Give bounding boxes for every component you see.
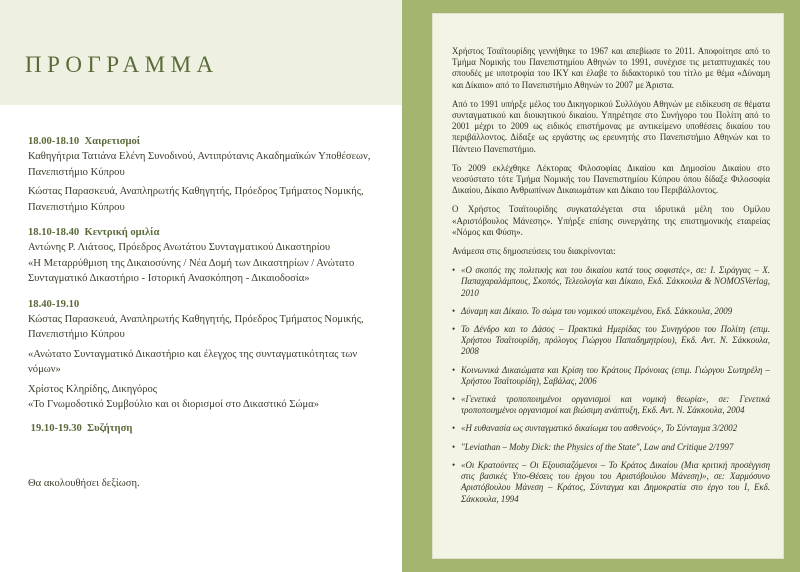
- bullet-icon: •: [452, 459, 456, 470]
- publication-text: "Leviathan – Moby Dick: the Physics of the State", Law and Critique 2/1997: [461, 441, 734, 452]
- publication-item: [452, 460, 770, 505]
- publication-item: [452, 423, 770, 434]
- program-item: Καθηγήτρια Τατιάνα Ελένη Συνοδινού, Αντιπρύτανις Ακαδημαϊκών Υποθέσεων, Πανεπιστήμιο Κύπρου: [28, 151, 371, 178]
- publications-intro: Ανάμεσα στις δημοσιεύσεις του διακρίνονται:: [452, 246, 616, 257]
- program-heading: [28, 421, 388, 436]
- program-list: [28, 134, 388, 444]
- program-item: Χρίστος Κληρίδης, Δικηγόρος: [28, 383, 158, 395]
- program-item: Αντώνης Ρ. Λιάτσος, Πρόεδρος Ανωτάτου Συνταγματικού Δικαστηρίου: [28, 242, 331, 254]
- publication-text: Δύναμη και Δίκαιο. Το σώμα του νομικού υποκειμένου, Εκδ. Σάκκουλα, 2009: [461, 305, 733, 316]
- publication-text: «Ο σκοπός της πολιτικής και του δικαίου κατά τους σοφιστές», σε: Ι. Σιράγγας – Χ. Παπαχαραλάμπους, Σκοπός, Τελεολογία και Δίκαιο, Εκδ. Σάκκουλα & NOMOSVerlag, 2010: [461, 265, 770, 298]
- publications-list: [452, 265, 770, 504]
- program-block: [28, 297, 388, 413]
- bio-paragraph: Από το 1991 υπήρξε μέλος του Δικηγορικού Συλλόγου Αθηνών με ειδίκευση σε θέματα συνταγματικού και διοικητικού δικαίου. Υπηρέτησε στο Συνήγορο του Πολίτη από το 2001 μέχρι το 2009 ως ειδικός επιστήμονας με αντικείμενο υποθέσεις δικαίου του περιβάλλοντος. Δίδαξε ως εργάστης ως ερευνητής στο Πανεπιστήμιο Αθηνών και το Πάντειο Πανεπιστήμιο.: [452, 98, 770, 154]
- program-block: [28, 225, 388, 287]
- bio-text: [452, 46, 770, 512]
- bullet-icon: •: [452, 423, 456, 434]
- program-item: «Ανώτατο Συνταγματικό Δικαστήριο και έλεγχος της συνταγματικότητας των νόμων»: [28, 348, 358, 376]
- bio-paragraph: Ο Χρήστος Τσαϊτουρίδης συγκαταλέγεται στα ιδρυτικά μέλη του Ομίλου «Αριστόβουλος Μάνεσης». Υπήρξε επίσης συνεργάτης της επιστημονικής εταιρείας «Νόμος και Φύση».: [452, 204, 770, 237]
- program-item: Κώστας Παρασκευά, Αναπληρωτής Καθηγητής, Πρόεδρος Τμήματος Νομικής, Πανεπιστήμιο Κύπρου: [28, 314, 364, 341]
- publication-item: [452, 365, 770, 387]
- publication-text: «Γενετικά τροποποιημένοι οργανισμοί και νομική θεωρία», σε: Γενετικά τροποποιημένοι οργανισμοί και βιώσιμη ανάπτυξη, Εκδ. Αντ. Ν. Σάκκουλα, 2004: [461, 394, 770, 416]
- program-session: Χαιρετισμοί: [84, 136, 141, 147]
- publication-text: «Οι Κρατούντες – Οι Εξουσιαζόμενοι – Το Κράτος Δικαίου (Μια κριτική προσέγγιση στις βασικές Υπο-Θέσεις του έργου του Αριστόβουλου Μάνεση)», σε: Χαρμόσυνο Αριστόβουλου Μάνεση – Κράτος, Σύνταγμα και Δημοκρατία στο έργο του Ι, Εκδ. Σάκκουλα, 1994: [461, 459, 770, 504]
- bio-paragraph: Χρήστος Τσαϊτουρίδης γεννήθηκε το 1967 και απεβίωσε το 2011. Αποφοίτησε από το Τμήμα Νομικής του Πανεπιστημίου Αθηνών το 1991, συνέχισε τις μεταπτυχιακές του σπουδές με υποτροφία του ΙΚΥ και έλαβε το διδακτορικό του τίτλο με θέμα «Δύναμη και Δίκαιο» από το Πανεπιστήμιο Αθηνών το 2007 με Άριστα.: [452, 46, 770, 90]
- publication-item: [452, 265, 770, 299]
- bullet-icon: •: [452, 265, 456, 276]
- program-session: Συζήτηση: [87, 422, 133, 434]
- publication-item: [452, 324, 770, 358]
- page-title: ΠΡΟΓΡΑΜΜΑ: [25, 52, 219, 77]
- program-item: «Η Μεταρρύθμιση της Δικαιοσύνης / Νέα Δομή των Δικαστηρίων / Ανώτατο Συνταγματικό Δικαστήριο - Ιστορική Ανασκόπηση - Δικαιοδοσία»: [28, 257, 355, 285]
- program-time: 18.10-18.40: [28, 227, 80, 239]
- publication-item: [452, 394, 770, 416]
- program-block: [28, 134, 388, 215]
- bullet-icon: •: [452, 305, 456, 316]
- closing-note: Θα ακολουθήσει δεξίωση.: [28, 478, 140, 489]
- bullet-icon: •: [452, 394, 456, 405]
- program-item: Κώστας Παρασκευά, Αναπληρωτής Καθηγητής, Πρόεδρος Τμήματος Νομικής, Πανεπιστήμιο Κύπρου: [28, 186, 364, 213]
- program-heading: [28, 297, 388, 312]
- publication-text: Το Δένδρο και το Δάσος – Πρακτικά Ημερίδας του Συνηγόρου του Πολίτη (επιμ. Χρήστου Τσαϊτουρίδη, πρόλογος Γιώργου Παπαδημητρίου), Εκδ. Αντ. Ν. Σάκκουλα, 2008: [461, 324, 770, 357]
- publication-item: [452, 442, 770, 453]
- bio-paragraph: Το 2009 εκλέχθηκε Λέκτορας Φιλοσοφίας Δικαίου και Δημοσίου Δικαίου στο νεοσύστατο τότε Τμήμα Νομικής του Πανεπιστημίου Κύπρου όπου δίδαξε Φιλοσοφία Δικαίου, Δίκαιο Ανθρωπίνων Δικαιωμάτων και Δίκαιο του Περιβάλλοντος.: [452, 162, 770, 196]
- publication-text: «Η ευθανασία ως συνταγματικό δικαίωμα του ασθενούς», Το Σύνταγμα 3/2002: [461, 423, 738, 434]
- program-time: 18.40-19.10: [28, 298, 80, 310]
- publication-text: Κοινωνικά Δικαιώματα και Κρίση του Κράτους Πρόνοιας (επιμ. Γιώργου Σωτηρέλη – Χρήστου Τσαϊτουρίδη), Σαβάλας, 2006: [461, 364, 770, 386]
- bullet-icon: •: [452, 364, 456, 375]
- bullet-icon: •: [452, 441, 456, 452]
- program-heading: [28, 225, 388, 240]
- program-block: [28, 421, 388, 436]
- program-item: «Το Γνωμοδοτικό Συμβούλιο και οι διορισμοί στο Δικαστικό Σώμα»: [28, 399, 319, 411]
- program-time: 19.10-19.30: [30, 422, 82, 434]
- program-session: Κεντρική ομιλία: [84, 227, 160, 239]
- program-heading: [28, 134, 388, 149]
- publication-item: [452, 306, 770, 317]
- bullet-icon: •: [452, 324, 456, 335]
- program-time: 18.00-18.10: [28, 136, 80, 147]
